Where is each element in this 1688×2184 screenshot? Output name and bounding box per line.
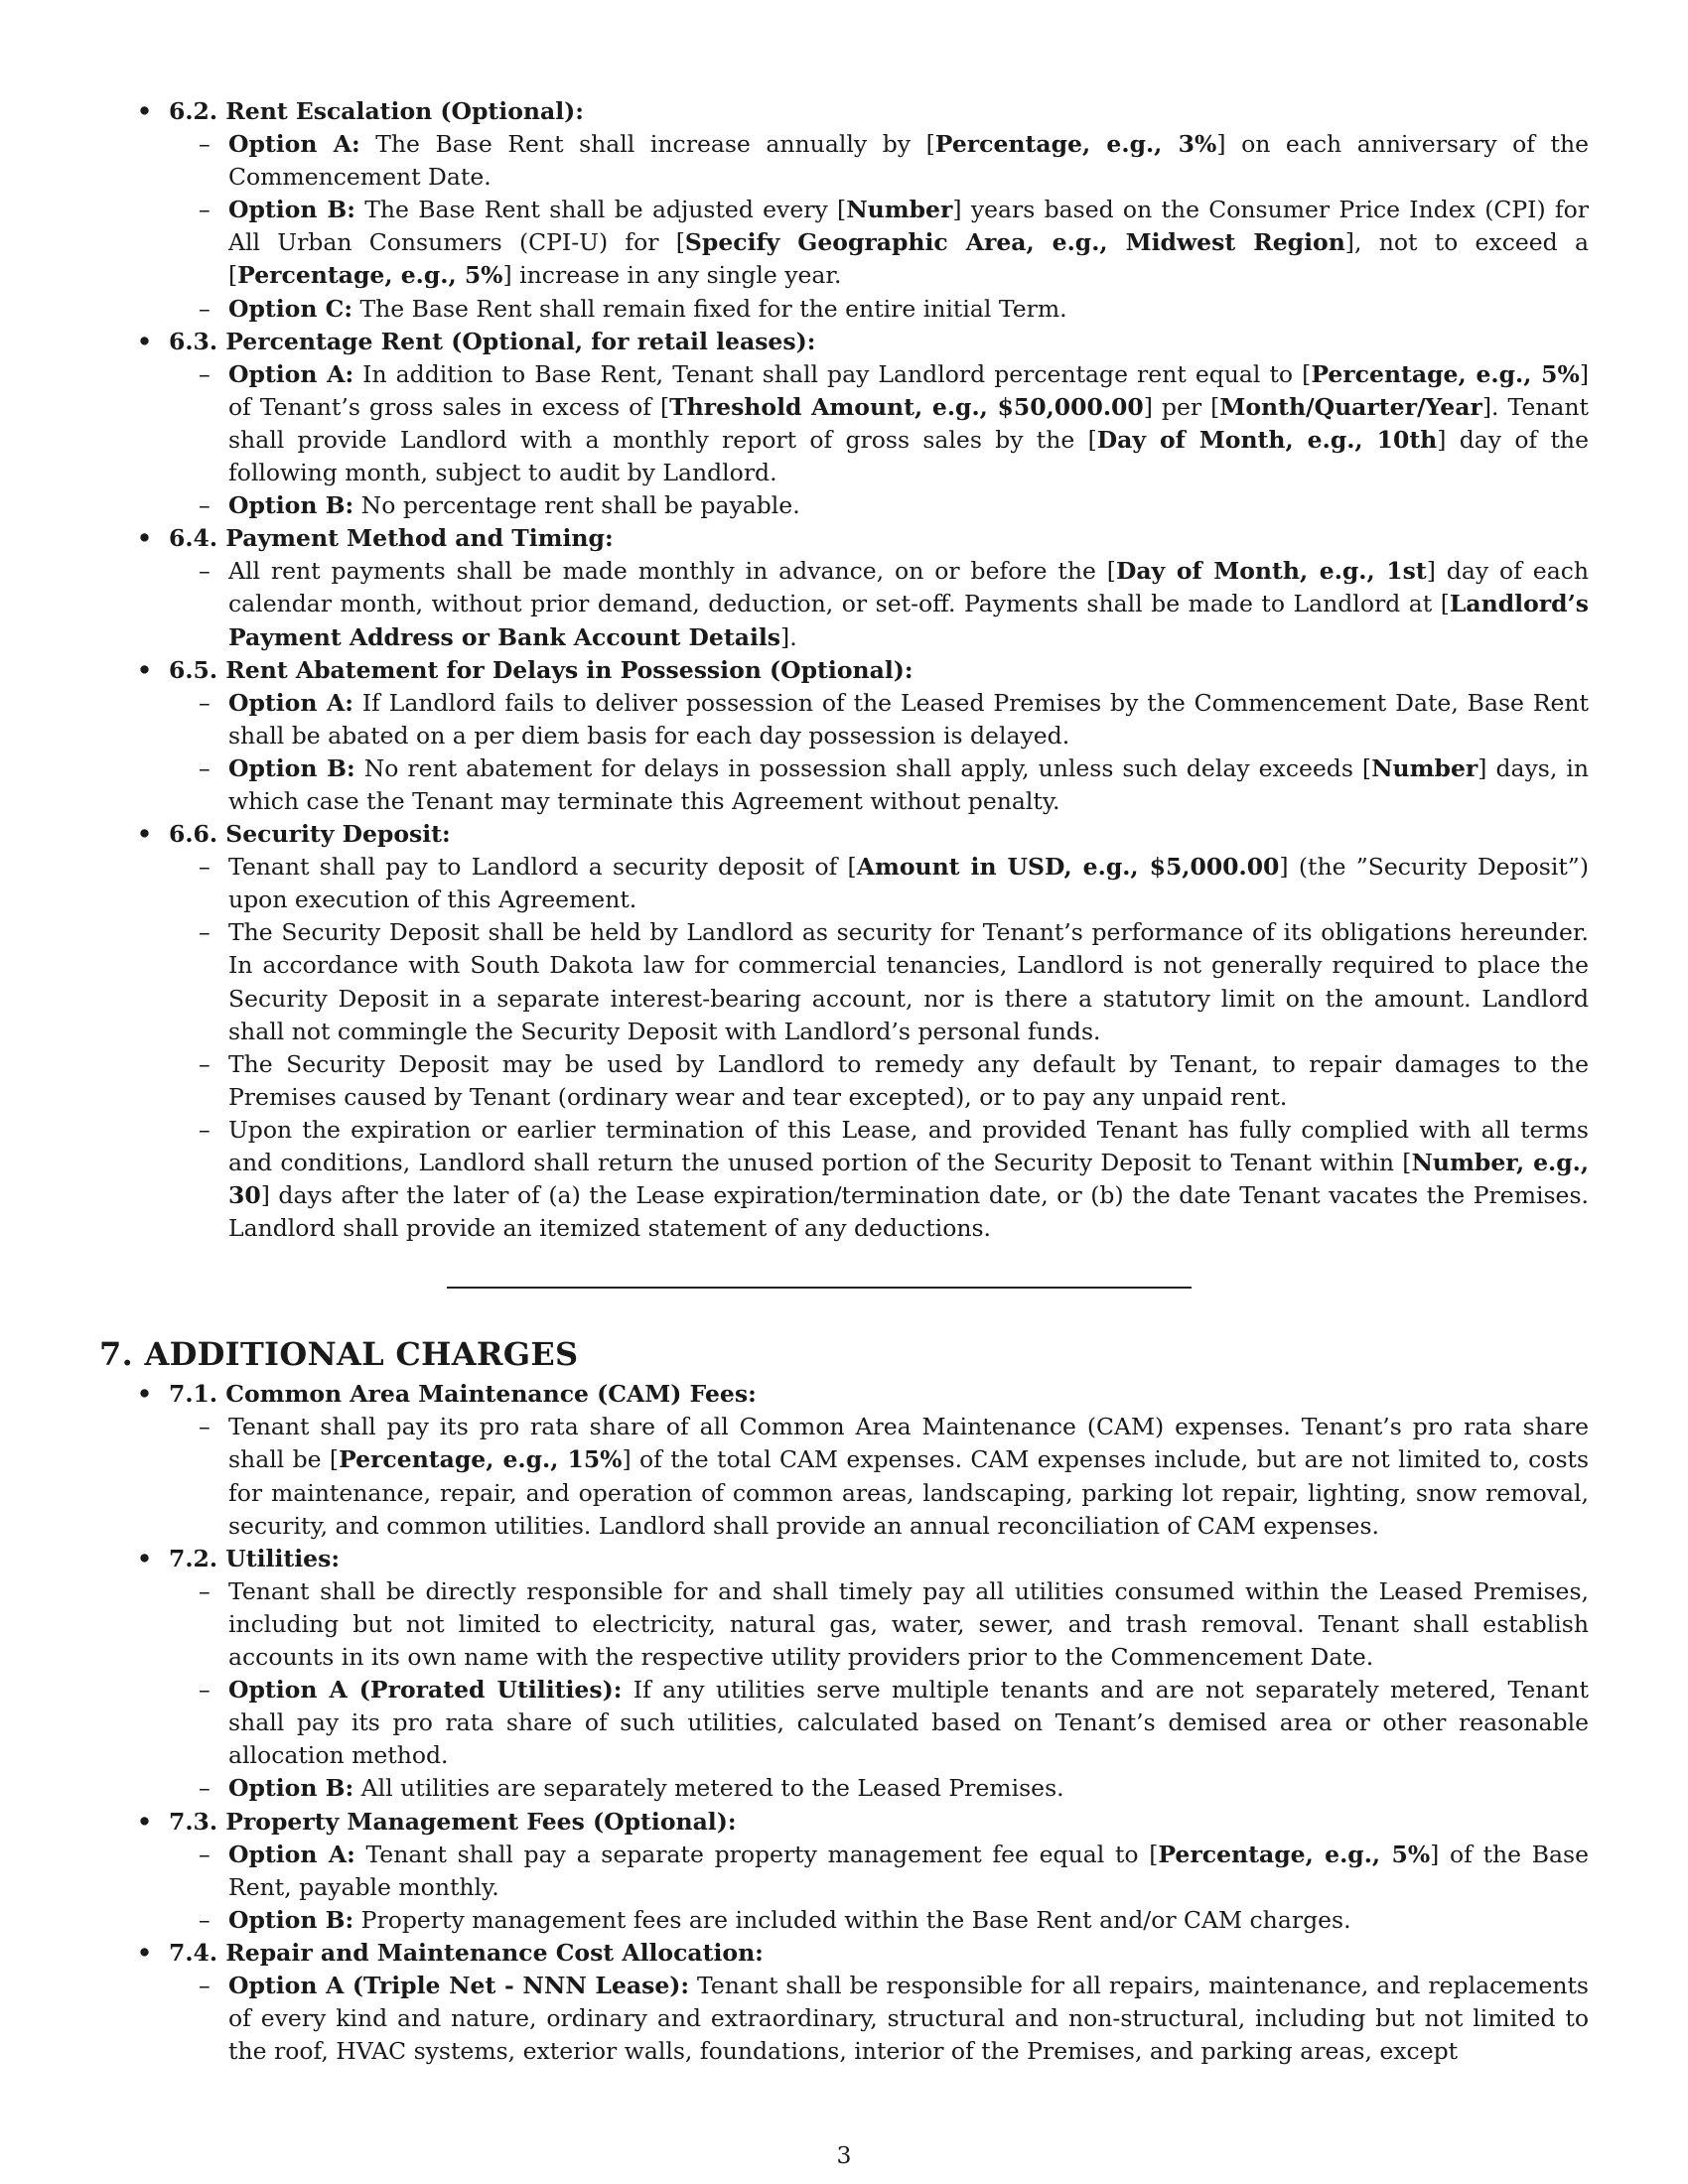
bold-text: Option A: — [228, 688, 353, 717]
bold-text: Option A (Prorated Utilities): — [228, 1676, 623, 1705]
bold-text: Specify Geographic Area, e.g., Midwest Region — [684, 228, 1345, 257]
clause-item — [169, 1839, 1589, 1904]
dash-icon: – — [199, 1905, 211, 1934]
clause-item — [169, 293, 1589, 326]
bold-text: Percentage, e.g., 3% — [934, 130, 1217, 159]
clause-text: All rent payments shall be made monthly in advance, on or before the [ — [228, 557, 1116, 586]
clause-text: Tenant shall pay to Landlord a security deposit of [ — [228, 853, 857, 882]
subsection — [99, 1937, 1589, 2068]
clause-item — [169, 1772, 1589, 1805]
dash-icon: – — [199, 1413, 211, 1441]
bullet-icon: • — [137, 655, 153, 684]
bold-text: Option B: — [228, 196, 355, 224]
clause-text: The Security Deposit shall be held by Landlord as security for Tenant’s performance of its obligations hereunder. In accordance with South Dakota law for commercial tenancies, Landlord is not generally required to place the Security Deposit in a separate interest-bearing account, nor is there a statutory limit on the amount. Landlord shall not commingle the Security Deposit with Landlord’s personal funds. — [228, 918, 1589, 1045]
subsection-heading: 6.2. Rent Escalation (Optional): — [169, 97, 584, 125]
subsection — [99, 818, 1589, 1245]
clause-item — [169, 489, 1589, 522]
dash-icon: – — [199, 557, 211, 586]
bold-text: Option C: — [228, 294, 353, 323]
dash-icon: – — [199, 1774, 211, 1803]
clause-text: ] increase in any single year. — [502, 261, 842, 290]
bold-text: Landlord’s Payment Address or Bank Account Details — [228, 590, 1589, 651]
clause-item — [169, 752, 1589, 818]
bullet-icon: • — [137, 1807, 153, 1836]
subsection-heading: 7.4. Repair and Maintenance Cost Allocation: — [169, 1938, 764, 1967]
clause-list — [169, 128, 1589, 326]
bold-text: Option A: — [228, 359, 354, 388]
section-7-title: 7. ADDITIONAL CHARGES — [99, 1335, 579, 1374]
clause-text: ] day of the following month, subject to audit by Landlord. — [228, 425, 1589, 487]
clause-text: ] on each anniversary of the Commencement Date. — [228, 130, 1589, 192]
clause-text: The Base Rent shall increase annually by [ — [359, 130, 935, 159]
clause-item — [169, 851, 1589, 916]
clause-text: ]. Tenant shall provide Landlord with a monthly report of gross sales by the [ — [228, 392, 1589, 454]
bold-text: Option B: — [228, 1774, 354, 1803]
bold-text: Number, e.g., 30 — [228, 1149, 1590, 1210]
bullet-icon: • — [137, 524, 153, 553]
clause-text: The Base Rent shall remain fixed for the entire initial Term. — [352, 294, 1067, 323]
clause-text: ] years based on the Consumer Price Index (CPI) for All Urban Consumers (CPI-U) for [ — [228, 196, 1589, 257]
bold-text: Amount in USD, e.g., $5,000.00 — [856, 853, 1280, 882]
clause-item — [169, 916, 1589, 1047]
clause-list — [169, 555, 1589, 653]
bold-text: Percentage, e.g., 15% — [339, 1445, 623, 1474]
bold-text: Month/Quarter/Year — [1219, 392, 1482, 421]
clause-item — [169, 1575, 1589, 1674]
clause-text: If Landlord fails to deliver possession of the Leased Premises by the Commencement Date, Base Rent shall be abated on a per diem basis for each day possession is delayed. — [228, 688, 1589, 750]
subsection-heading: 6.5. Rent Abatement for Delays in Possession (Optional): — [169, 655, 914, 684]
section-7-list — [99, 1378, 1589, 2068]
clause-item — [169, 358, 1589, 489]
clause-text: ] of Tenant’s gross sales in excess of [ — [228, 359, 1589, 421]
clause-text: Property management fees are included within the Base Rent and/or CAM charges. — [353, 1905, 1351, 1934]
dash-icon: – — [199, 1115, 211, 1144]
clause-text: No rent abatement for delays in possession shall apply, unless such delay exceeds [ — [354, 753, 1372, 782]
clause-text: The Security Deposit may be used by Landlord to remedy any default by Tenant, to repair damages to the Premises caused by Tenant (ordinary wear and tear excepted), or to pay any unpaid rent. — [228, 1049, 1589, 1111]
dash-icon: – — [199, 1840, 211, 1868]
clause-item — [169, 1674, 1589, 1772]
clause-text: Tenant shall pay a separate property management fee equal to [ — [354, 1840, 1159, 1868]
clause-text: ] days, in which case the Tenant may terminate this Agreement without penalty. — [228, 753, 1589, 815]
bold-text: Option B: — [228, 491, 354, 520]
section-6-list — [99, 95, 1589, 1245]
dash-icon: – — [199, 688, 211, 717]
clause-text: If any utilities serve multiple tenants and are not separately metered, Tenant shall pay its pro rata share of such utilities, calculated based on Tenant’s demised area or other reasonable allocation method. — [228, 1676, 1589, 1770]
bold-text: Percentage, e.g., 5% — [237, 261, 503, 290]
clause-text: All utilities are separately metered to the Leased Premises. — [353, 1774, 1064, 1803]
clause-text: ] day of each calendar month, without prior demand, deduction, or set-off. Payments shall be made to Landlord at [ — [228, 557, 1590, 618]
subsection-heading: 7.1. Common Area Maintenance (CAM) Fees: — [169, 1380, 757, 1409]
clause-text: ] per [ — [1143, 392, 1220, 421]
bold-text: Threshold Amount, e.g., $50,000.00 — [669, 392, 1144, 421]
clause-item — [169, 1970, 1589, 2068]
dash-icon: – — [199, 491, 211, 520]
clause-text: Tenant shall be directly responsible for and shall timely pay all utilities consumed within the Leased Premises, including but not limited to electricity, natural gas, water, sewer, and trash removal. Tenant shall establish accounts in its own name with the respective utility providers prior to the Commencement Date. — [228, 1576, 1589, 1672]
dash-icon: – — [199, 1676, 211, 1705]
bold-text: Percentage, e.g., 5% — [1311, 359, 1580, 388]
clause-item — [169, 687, 1589, 752]
clause-text: ] of the Base Rent, payable monthly. — [228, 1840, 1589, 1901]
clause-item — [169, 555, 1589, 653]
dash-icon: – — [199, 359, 211, 388]
dash-icon: – — [199, 294, 211, 323]
subsection-heading: 7.3. Property Management Fees (Optional): — [169, 1807, 737, 1836]
subsection — [99, 1806, 1589, 1937]
bold-text: Option B: — [228, 1905, 354, 1934]
dash-icon: – — [199, 1576, 211, 1605]
document-page — [99, 95, 1589, 2068]
clause-list — [169, 1411, 1589, 1542]
clause-list — [169, 1970, 1589, 2068]
subsection — [99, 522, 1589, 653]
dash-icon: – — [199, 753, 211, 782]
clause-item — [169, 128, 1589, 194]
clause-text: ] of the total CAM expenses. CAM expenses include, but are not limited to, costs for maintenance, repair, and operation of common areas, landscaping, parking lot repair, lighting, snow removal, security, and common utilities. Landlord shall provide an annual reconciliation of CAM expenses. — [228, 1445, 1590, 1540]
section-divider — [447, 1287, 1192, 1289]
clause-item — [169, 1411, 1589, 1542]
dash-icon: – — [199, 196, 211, 224]
bold-text: Number — [1371, 753, 1478, 782]
bullet-icon: • — [137, 1380, 153, 1409]
dash-icon: – — [199, 1049, 211, 1078]
bullet-icon: • — [137, 1938, 153, 1967]
clause-item — [169, 1048, 1589, 1114]
clause-text: Upon the expiration or earlier termination of this Lease, and provided Tenant has fully complied with all terms and conditions, Landlord shall return the unused portion of the Security Deposit to Tenant within [ — [228, 1115, 1589, 1176]
subsection-heading: 7.2. Utilities: — [169, 1544, 341, 1572]
bold-text: Option A (Triple Net - NNN Lease): — [228, 1971, 690, 1999]
subsection — [99, 1543, 1589, 1806]
dash-icon: – — [199, 1971, 211, 1999]
page-number: 3 — [836, 2141, 852, 2169]
clause-list — [169, 358, 1589, 522]
subsection — [99, 1378, 1589, 1542]
bold-text: Day of Month, e.g., 10th — [1096, 425, 1438, 454]
clause-text: No percentage rent shall be payable. — [353, 491, 800, 520]
clause-item — [169, 194, 1589, 292]
clause-text: ], not to exceed a [ — [228, 228, 1590, 290]
subsection-heading: 6.4. Payment Method and Timing: — [169, 524, 614, 553]
dash-icon: – — [199, 918, 211, 947]
clause-item — [169, 1904, 1589, 1937]
bold-text: Day of Month, e.g., 1st — [1115, 557, 1427, 586]
clause-list — [169, 1575, 1589, 1806]
bold-text: Option A: — [228, 1840, 355, 1868]
clause-text: In addition to Base Rent, Tenant shall pay Landlord percentage rent equal to [ — [353, 359, 1312, 388]
bold-text: Option A: — [228, 130, 360, 159]
bullet-icon: • — [137, 820, 153, 849]
clause-list — [169, 851, 1589, 1245]
subsection — [99, 654, 1589, 818]
bullet-icon: • — [137, 1544, 153, 1572]
bold-text: Option B: — [228, 753, 355, 782]
clause-list — [169, 687, 1589, 818]
dash-icon: – — [199, 853, 211, 882]
bold-text: Percentage, e.g., 5% — [1158, 1840, 1431, 1868]
bold-text: Number — [846, 196, 953, 224]
subsection — [99, 326, 1589, 523]
dash-icon: – — [199, 130, 211, 159]
clause-text: ]. — [780, 622, 797, 651]
clause-text: The Base Rent shall be adjusted every [ — [354, 196, 847, 224]
clause-text: Tenant shall be responsible for all repairs, maintenance, and replacements of every kind and nature, ordinary and extraordinary, structural and non-structural, including but not limited to the roof, HVAC systems, exterior walls, foundations, interior of the Premises, and parking areas, except — [228, 1971, 1589, 2066]
subsection-heading: 6.6. Security Deposit: — [169, 820, 451, 849]
clause-item — [169, 1114, 1589, 1245]
bullet-icon: • — [137, 97, 153, 125]
subsection-heading: 6.3. Percentage Rent (Optional, for retail leases): — [169, 327, 816, 355]
bullet-icon: • — [137, 327, 153, 355]
clause-text: ] (the ”Security Deposit”) upon execution of this Agreement. — [228, 853, 1589, 914]
subsection — [99, 95, 1589, 326]
clause-list — [169, 1839, 1589, 1937]
clause-text: ] days after the later of (a) the Lease expiration/termination date, or (b) the date Tenant vacates the Premises. Landlord shall provide an itemized statement of any deductions. — [228, 1181, 1589, 1243]
clause-text: Tenant shall pay its pro rata share of all Common Area Maintenance (CAM) expenses. Tenant’s pro rata share shall be [ — [228, 1413, 1589, 1474]
